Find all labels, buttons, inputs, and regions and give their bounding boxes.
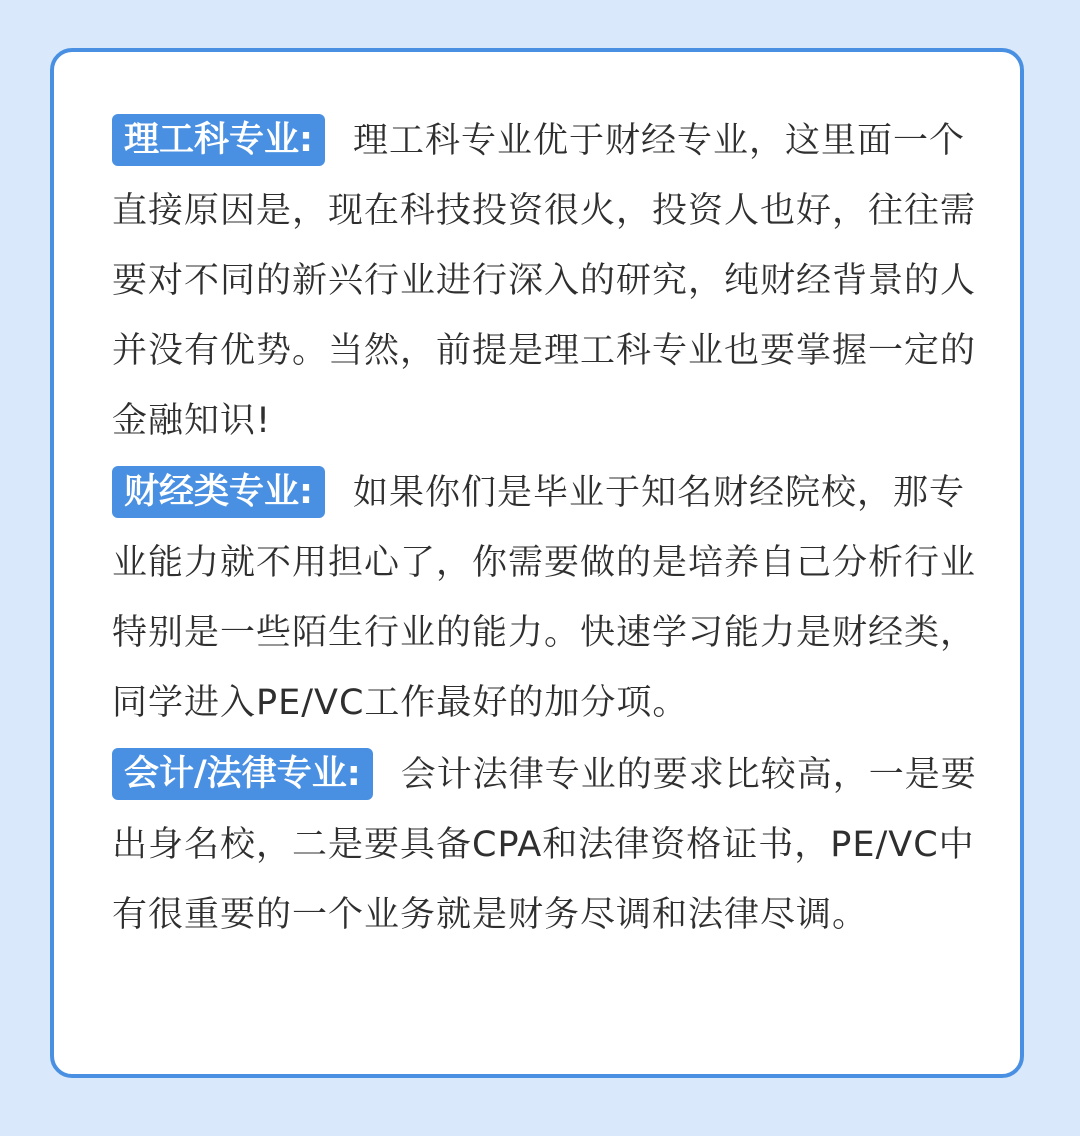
section-text: 如果你们是毕业于知名财经院校，那专业能力就不用担心了，你需要做的是培养自己分析行业特别是一些陌生行业的能力。快速学习能力是财经类，同学进入PE/VC工作最好的加分项。: [112, 473, 977, 723]
section-text: 理工科专业优于财经专业，这里面一个直接原因是，现在科技投资很火，投资人也好，往往需要对不同的新兴行业进行深入的研究，纯财经背景的人并没有优势。当然，前提是理工科专业也要掌握一定的金融知识!: [112, 121, 977, 441]
section-text: 会计法律专业的要求比较高，一是要出身名校，二是要具备CPA和法律资格证书，PE/VC中有很重要的一个业务就是财务尽调和法律尽调。: [112, 755, 977, 935]
section-tag: 财经类专业:: [112, 466, 325, 518]
section-finance: [112, 458, 984, 738]
section-tag: 理工科专业:: [112, 114, 325, 166]
section-tag: 会计/法律专业:: [112, 748, 373, 800]
section-science-engineering: [112, 106, 984, 456]
content-body: [112, 106, 984, 952]
section-accounting-law: [112, 740, 984, 950]
content-card: [50, 48, 1024, 1078]
